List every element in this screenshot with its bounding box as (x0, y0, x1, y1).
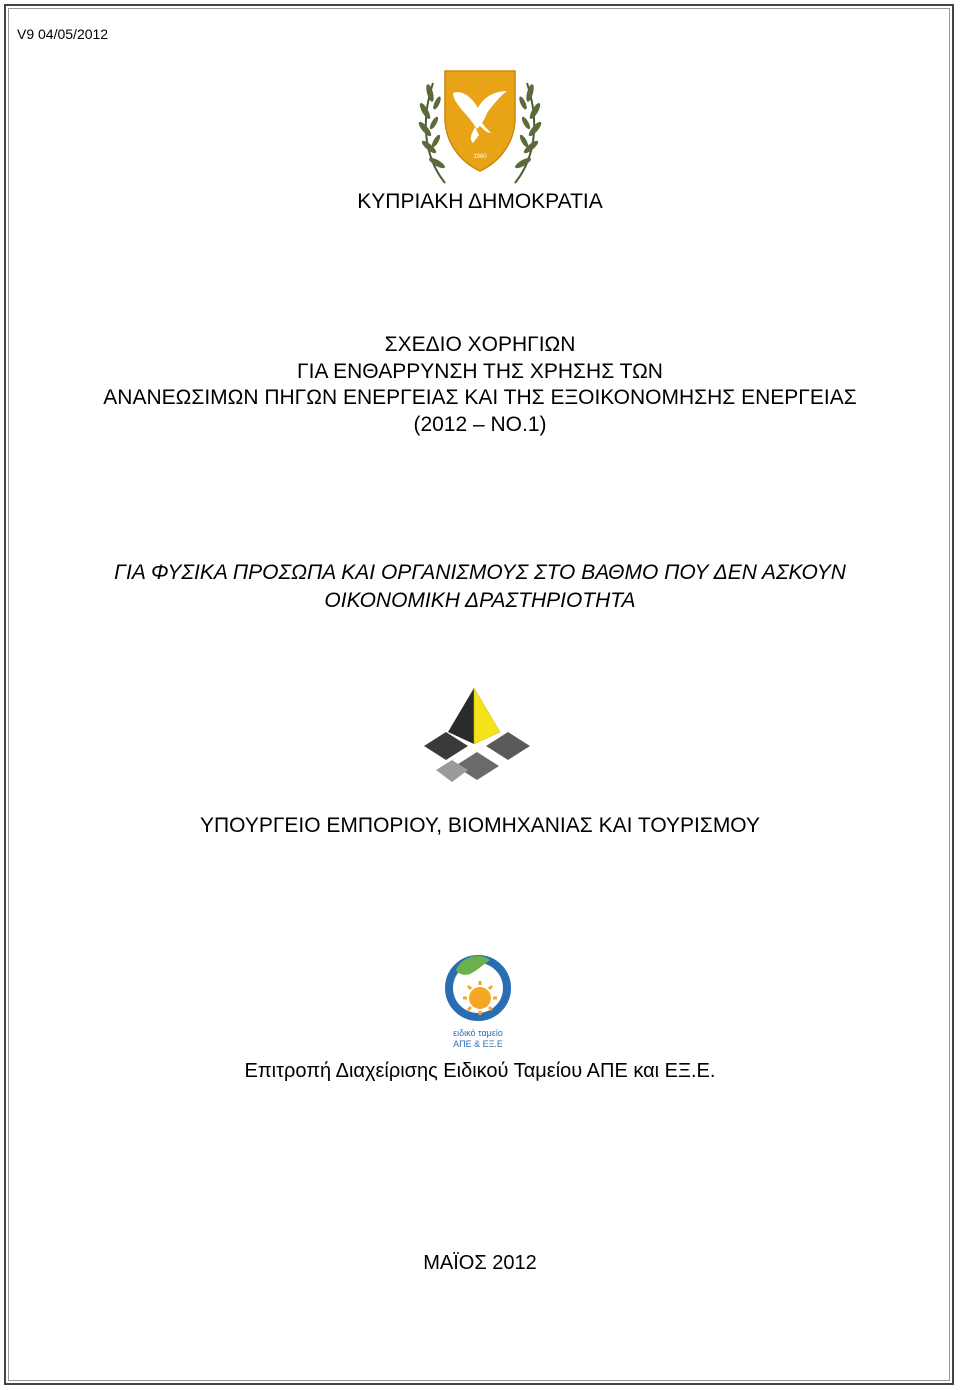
document-title (0, 332, 960, 438)
title-line: (2012 – ΝΟ.1) (413, 412, 547, 436)
fund-logo-line1: ειδικό ταμείο (453, 1028, 503, 1038)
ministry-logo-icon (422, 688, 532, 792)
subtitle-line: ΟΙΚΟΝΟΜΙΚΗ ΔΡΑΣΤΗΡΙΟΤΗΤΑ (324, 589, 636, 612)
title-line: ΓΙΑ ΕΝΘΑΡΡΥΝΣΗ ΤΗΣ ΧΡΗΣΗΣ ΤΩΝ (297, 359, 663, 383)
olive-branch-right-icon (514, 83, 543, 183)
document-subtitle (0, 559, 960, 615)
olive-branch-left-icon (417, 83, 446, 183)
title-line: ΑΝΑΝΕΩΣΙΜΩΝ ΠΗΓΩΝ ΕΝΕΡΓΕΙΑΣ ΚΑΙ ΤΗΣ ΕΞΟΙΚΟΝΟΜΗΣΗΣ ΕΝΕΡΓΕΙΑΣ (103, 386, 857, 409)
ministry-name: ΥΠΟΥΡΓΕΙΟ ΕΜΠΟΡΙΟΥ, ΒΙΟΜΗΧΑΝΙΑΣ ΚΑΙ ΤΟΥΡΙΣΜΟΥ (200, 814, 760, 837)
republic-name: ΚΥΠΡΙΑΚΗ ΔΗΜΟΚΡΑΤΙΑ (357, 190, 603, 213)
special-fund-logo (438, 948, 518, 1058)
crest-year: 1960 (473, 154, 487, 160)
document-date: ΜΑΪΟΣ 2012 (423, 1252, 537, 1274)
title-line: ΣΧΕΔΙΟ ΧΟΡΗΓΙΩΝ (384, 333, 576, 356)
fund-emblem-icon (438, 948, 518, 1034)
cyprus-coat-of-arms-icon (415, 63, 545, 193)
committee-name: Επιτροπή Διαχείρισης Ειδικού Ταμείου ΑΠΕ και ΕΞ.Ε. (244, 1060, 716, 1082)
version-label: V9 04/05/2012 (17, 26, 109, 42)
fund-logo-line2: ΑΠΕ & ΕΞ.Ε (453, 1039, 503, 1049)
subtitle-line: ΓΙΑ ΦΥΣΙΚΑ ΠΡΟΣΩΠΑ ΚΑΙ ΟΡΓΑΝΙΣΜΟΥΣ ΣΤΟ ΒΑΘΜΟ ΠΟΥ ΔΕΝ ΑΣΚΟΥΝ (114, 561, 846, 584)
